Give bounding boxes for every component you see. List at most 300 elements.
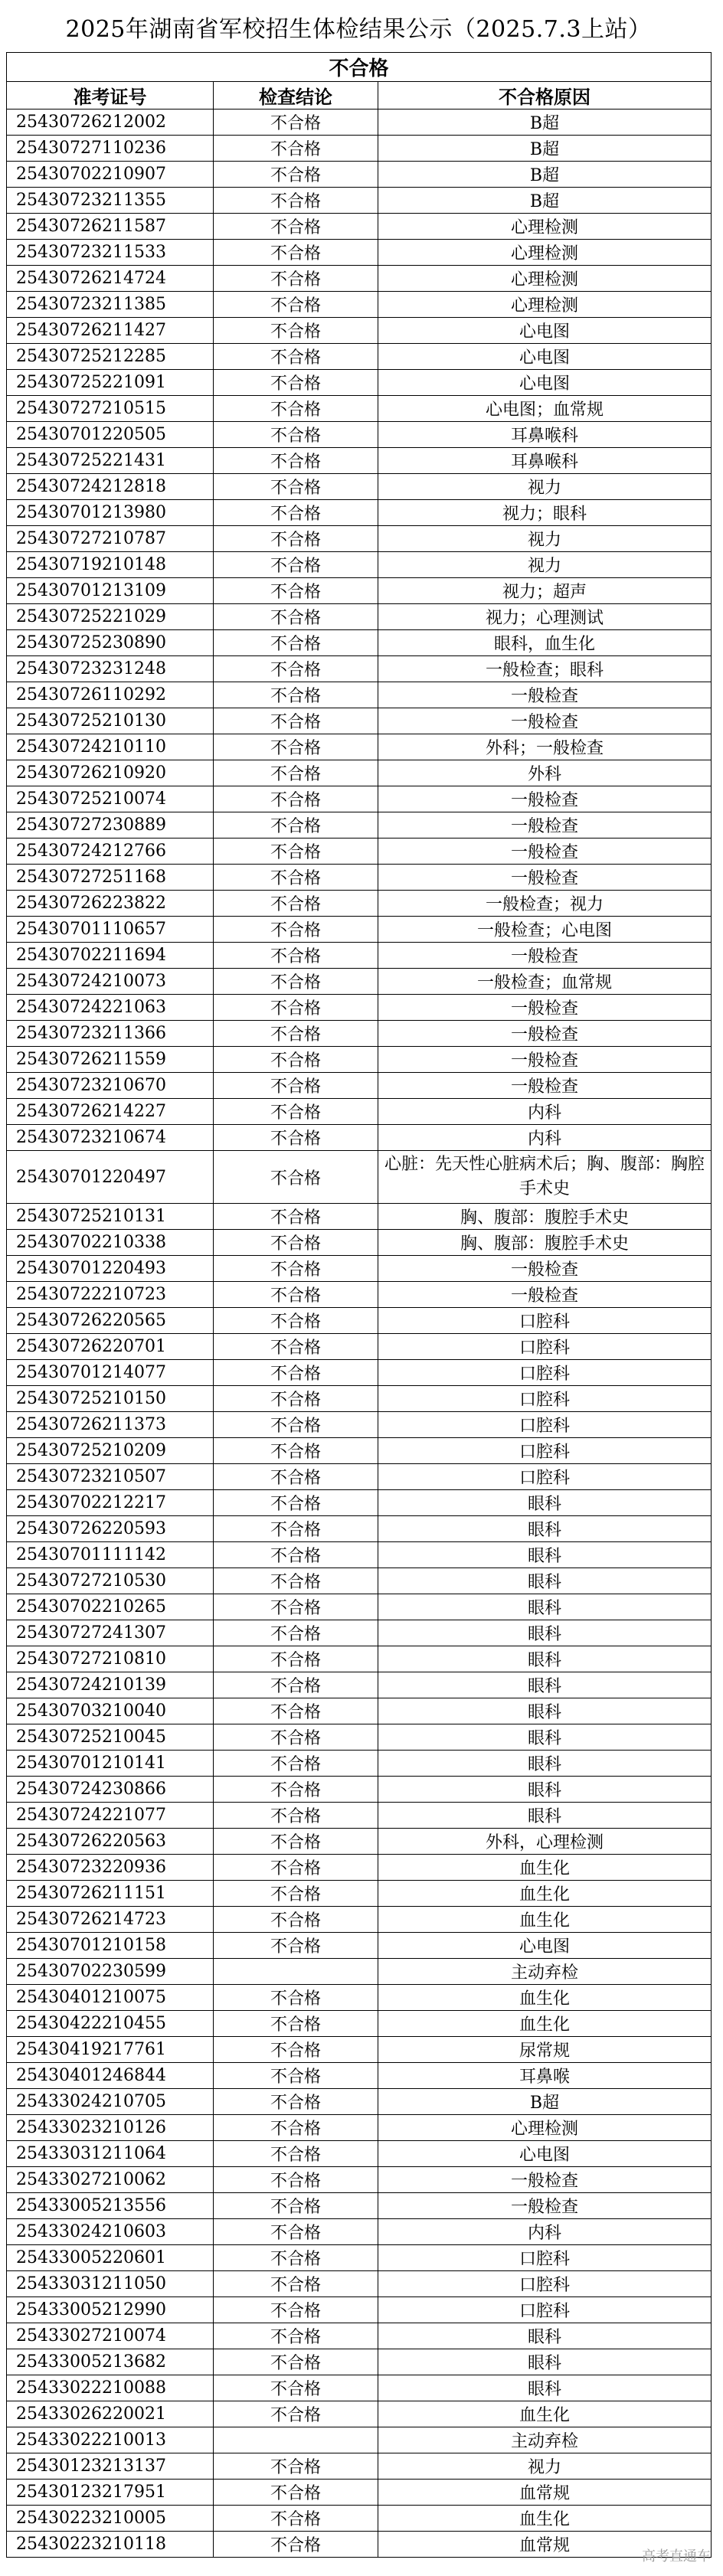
table-row: [7, 1464, 712, 1490]
cell-result: 不合格: [214, 2115, 378, 2141]
cell-exam-id: 25430725221091: [7, 370, 214, 396]
cell-result: 不合格: [214, 2089, 378, 2115]
cell-reason: 心电图；血常规: [378, 396, 712, 422]
cell-reason: 一般检查: [378, 812, 712, 839]
cell-reason: 一般检查: [378, 839, 712, 865]
cell-result: 不合格: [214, 969, 378, 995]
table-row: [7, 1230, 712, 1256]
cell-result: 不合格: [214, 2011, 378, 2037]
cell-exam-id: 25430726220593: [7, 1516, 214, 1542]
table-row: [7, 1620, 712, 1646]
cell-reason: B超: [378, 136, 712, 162]
cell-reason: 胸、腹部：腹腔手术史: [378, 1230, 712, 1256]
cell-result: 不合格: [214, 526, 378, 552]
cell-reason: 一般检查；血常规: [378, 969, 712, 995]
cell-reason: 眼科: [378, 1724, 712, 1751]
cell-reason: 口腔科: [378, 1412, 712, 1438]
cell-exam-id: 25430727110236: [7, 136, 214, 162]
cell-exam-id: 25430727210530: [7, 1568, 214, 1594]
table-row: [7, 2037, 712, 2063]
cell-reason: 视力: [378, 552, 712, 578]
table-row: [7, 1490, 712, 1516]
table-row: [7, 240, 712, 266]
cell-result: 不合格: [214, 734, 378, 760]
cell-reason: 血生化: [378, 2011, 712, 2037]
cell-reason: 血生化: [378, 1985, 712, 2011]
cell-reason: 一般检查: [378, 786, 712, 812]
cell-exam-id: 25430724210073: [7, 969, 214, 995]
cell-exam-id: 25433023210126: [7, 2115, 214, 2141]
table-row: [7, 1751, 712, 1777]
cell-result: 不合格: [214, 370, 378, 396]
cell-result: 不合格: [214, 474, 378, 500]
cell-result: 不合格: [214, 448, 378, 474]
cell-reason: 口腔科: [378, 1386, 712, 1412]
cell-result: 不合格: [214, 552, 378, 578]
cell-result: 不合格: [214, 1620, 378, 1646]
cell-result: 不合格: [214, 2167, 378, 2193]
table-row: [7, 474, 712, 500]
cell-result: 不合格: [214, 1907, 378, 1933]
cell-result: 不合格: [214, 2063, 378, 2089]
cell-result: 不合格: [214, 136, 378, 162]
cell-result: 不合格: [214, 943, 378, 969]
cell-exam-id: 25430702210907: [7, 162, 214, 188]
cell-exam-id: 25430726211559: [7, 1047, 214, 1073]
table-row: [7, 891, 712, 917]
cell-reason: 一般检查: [378, 1047, 712, 1073]
cell-exam-id: 25430401210075: [7, 1985, 214, 2011]
cell-reason: 内科: [378, 1125, 712, 1151]
watermark: 高考直通车: [642, 2548, 711, 2565]
cell-reason: 眼科: [378, 2375, 712, 2401]
table-row: [7, 2349, 712, 2375]
cell-exam-id: 25430702210265: [7, 1594, 214, 1620]
table-row: [7, 1829, 712, 1855]
table-row: [7, 162, 712, 188]
cell-exam-id: 25430726211427: [7, 318, 214, 344]
table-row: [7, 786, 712, 812]
cell-exam-id: 25430724230866: [7, 1777, 214, 1803]
table-row: [7, 1099, 712, 1125]
cell-result: 不合格: [214, 917, 378, 943]
cell-reason: 心理检测: [378, 214, 712, 240]
table-row: [7, 1803, 712, 1829]
cell-reason: 心理检测: [378, 292, 712, 318]
cell-exam-id: 25430123217951: [7, 2480, 214, 2506]
cell-result: 不合格: [214, 1021, 378, 1047]
cell-result: 不合格: [214, 2506, 378, 2532]
cell-reason: B超: [378, 188, 712, 214]
cell-reason: 主动弃检: [378, 2427, 712, 2453]
cell-exam-id: 25433005213682: [7, 2349, 214, 2375]
table-row: [7, 552, 712, 578]
cell-exam-id: 25430701220493: [7, 1256, 214, 1282]
cell-result: 不合格: [214, 396, 378, 422]
cell-result: 不合格: [214, 2193, 378, 2219]
cell-exam-id: 25433024210705: [7, 2089, 214, 2115]
table-row: [7, 1985, 712, 2011]
cell-reason: 一般检查: [378, 865, 712, 891]
table-row: [7, 656, 712, 682]
cell-exam-id: 25430723210507: [7, 1464, 214, 1490]
cell-result: 不合格: [214, 1047, 378, 1073]
cell-exam-id: 25430726220563: [7, 1829, 214, 1855]
cell-exam-id: 25430726212002: [7, 110, 214, 136]
cell-result: 不合格: [214, 2375, 378, 2401]
cell-exam-id: 25430727210515: [7, 396, 214, 422]
table-row: [7, 2297, 712, 2323]
cell-reason: 眼科: [378, 1594, 712, 1620]
table-row: [7, 526, 712, 552]
cell-reason: 一般检查: [378, 943, 712, 969]
table-row: [7, 2375, 712, 2401]
table-row: [7, 839, 712, 865]
cell-exam-id: 25430727230889: [7, 812, 214, 839]
cell-result: 不合格: [214, 1542, 378, 1568]
table-row: [7, 370, 712, 396]
table-row: [7, 500, 712, 526]
table-row: [7, 1594, 712, 1620]
cell-exam-id: 25433024210603: [7, 2219, 214, 2245]
column-header-id: 准考证号: [7, 82, 214, 110]
cell-result: 不合格: [214, 656, 378, 682]
cell-reason: 外科，心理检测: [378, 1829, 712, 1855]
cell-result: 不合格: [214, 578, 378, 604]
cell-reason: 心理检测: [378, 2115, 712, 2141]
table-row: [7, 1516, 712, 1542]
results-table: [6, 52, 712, 2558]
cell-result: 不合格: [214, 2401, 378, 2427]
cell-reason: 外科: [378, 760, 712, 786]
table-row: [7, 110, 712, 136]
table-row: [7, 2011, 712, 2037]
table-row: [7, 943, 712, 969]
cell-reason: 眼科: [378, 1698, 712, 1724]
cell-result: 不合格: [214, 1724, 378, 1751]
cell-reason: 心电图: [378, 2141, 712, 2167]
cell-reason: 视力: [378, 474, 712, 500]
cell-exam-id: 25430726214724: [7, 266, 214, 292]
table-row: [7, 188, 712, 214]
cell-reason: 眼科: [378, 1490, 712, 1516]
cell-reason: 血常规: [378, 2480, 712, 2506]
cell-exam-id: 25430701214077: [7, 1360, 214, 1386]
cell-result: 不合格: [214, 1568, 378, 1594]
cell-exam-id: 25430419217761: [7, 2037, 214, 2063]
table-row: [7, 760, 712, 786]
cell-result: 不合格: [214, 1490, 378, 1516]
table-row: [7, 2506, 712, 2532]
cell-result: 不合格: [214, 839, 378, 865]
cell-exam-id: 25430725212285: [7, 344, 214, 370]
cell-reason: 血生化: [378, 1855, 712, 1881]
cell-result: 不合格: [214, 266, 378, 292]
cell-reason: 口腔科: [378, 2245, 712, 2271]
table-row: [7, 1724, 712, 1751]
cell-result: 不合格: [214, 2219, 378, 2245]
cell-result: 不合格: [214, 1698, 378, 1724]
cell-reason: 血生化: [378, 2401, 712, 2427]
table-row: [7, 214, 712, 240]
table-row: [7, 1438, 712, 1464]
cell-exam-id: 25430725230890: [7, 630, 214, 656]
cell-exam-id: 25430726211587: [7, 214, 214, 240]
cell-exam-id: 25430726110292: [7, 682, 214, 708]
table-row: [7, 2115, 712, 2141]
cell-result: 不合格: [214, 2480, 378, 2506]
cell-reason: 血生化: [378, 1907, 712, 1933]
cell-result: 不合格: [214, 1855, 378, 1881]
cell-exam-id: 25430724210139: [7, 1672, 214, 1698]
table-row: [7, 422, 712, 448]
cell-reason: 心电图: [378, 344, 712, 370]
cell-result: 不合格: [214, 708, 378, 734]
cell-exam-id: 25433026220021: [7, 2401, 214, 2427]
cell-reason: 血生化: [378, 1881, 712, 1907]
cell-reason: 眼科: [378, 1620, 712, 1646]
cell-exam-id: 25433005213556: [7, 2193, 214, 2219]
cell-reason: 眼科: [378, 1751, 712, 1777]
table-row: [7, 136, 712, 162]
cell-exam-id: 25430723210670: [7, 1073, 214, 1099]
table-row: [7, 1698, 712, 1724]
cell-exam-id: 25430723211366: [7, 1021, 214, 1047]
table-row: [7, 2427, 712, 2453]
cell-result: 不合格: [214, 1985, 378, 2011]
cell-reason: 眼科: [378, 1516, 712, 1542]
column-header-row: [7, 82, 712, 110]
table-row: [7, 1646, 712, 1672]
cell-reason: 心理检测: [378, 266, 712, 292]
table-row: [7, 2532, 712, 2558]
cell-result: 不合格: [214, 1230, 378, 1256]
cell-exam-id: 25430723211385: [7, 292, 214, 318]
cell-reason: 口腔科: [378, 2271, 712, 2297]
cell-result: 不合格: [214, 630, 378, 656]
cell-exam-id: 25433022210013: [7, 2427, 214, 2453]
table-row: [7, 1412, 712, 1438]
cell-result: 不合格: [214, 1672, 378, 1698]
results-sheet: [6, 8, 711, 2558]
cell-result: 不合格: [214, 1125, 378, 1151]
cell-reason: 眼科: [378, 1777, 712, 1803]
cell-result: 不合格: [214, 2297, 378, 2323]
cell-result: 不合格: [214, 891, 378, 917]
table-row: [7, 917, 712, 943]
page-title: 2025年湖南省军校招生体检结果公示（2025.7.3上站）: [65, 16, 652, 43]
cell-reason: 耳鼻喉: [378, 2063, 712, 2089]
table-row: [7, 682, 712, 708]
cell-exam-id: 25430724221063: [7, 995, 214, 1021]
table-row: [7, 1021, 712, 1047]
section-header-row: [7, 53, 712, 82]
table-row: [7, 1672, 712, 1698]
table-row: [7, 1282, 712, 1308]
cell-result: 不合格: [214, 1204, 378, 1230]
cell-reason: 视力；心理测试: [378, 604, 712, 630]
table-row: [7, 2193, 712, 2219]
table-row: [7, 812, 712, 839]
cell-reason: 一般检查: [378, 1073, 712, 1099]
cell-reason: 一般检查: [378, 682, 712, 708]
cell-reason: 心脏：先天性心脏病术后；胸、腹部：胸腔手术史: [378, 1151, 712, 1204]
table-body: [7, 110, 712, 2558]
cell-reason: 视力: [378, 526, 712, 552]
cell-reason: 内科: [378, 1099, 712, 1125]
table-row: [7, 578, 712, 604]
cell-exam-id: 25430701213109: [7, 578, 214, 604]
cell-exam-id: 25430722210723: [7, 1282, 214, 1308]
cell-reason: 口腔科: [378, 2297, 712, 2323]
cell-result: 不合格: [214, 2349, 378, 2375]
cell-reason: 心电图: [378, 1933, 712, 1959]
table-row: [7, 396, 712, 422]
cell-result: 不合格: [214, 162, 378, 188]
cell-exam-id: 25433027210062: [7, 2167, 214, 2193]
cell-exam-id: 25433027210074: [7, 2323, 214, 2349]
cell-result: 不合格: [214, 1308, 378, 1334]
cell-exam-id: 25430723220936: [7, 1855, 214, 1881]
cell-reason: B超: [378, 2089, 712, 2115]
cell-reason: 心电图: [378, 370, 712, 396]
table-row: [7, 865, 712, 891]
cell-exam-id: 25430701210141: [7, 1751, 214, 1777]
table-row: [7, 734, 712, 760]
cell-exam-id: 25430725210150: [7, 1386, 214, 1412]
cell-result: 不合格: [214, 604, 378, 630]
cell-result: 不合格: [214, 1412, 378, 1438]
table-row: [7, 1933, 712, 1959]
cell-result: 不合格: [214, 1777, 378, 1803]
cell-result: 不合格: [214, 1646, 378, 1672]
cell-result: 不合格: [214, 2532, 378, 2558]
cell-reason: 口腔科: [378, 1308, 712, 1334]
column-header-result: 检查结论: [214, 82, 378, 110]
cell-reason: 主动弃检: [378, 1959, 712, 1985]
table-row: [7, 2401, 712, 2427]
table-row: [7, 1881, 712, 1907]
cell-result: 不合格: [214, 1282, 378, 1308]
cell-exam-id: 25430723210674: [7, 1125, 214, 1151]
table-row: [7, 1334, 712, 1360]
cell-result: 不合格: [214, 1933, 378, 1959]
cell-reason: 眼科，血生化: [378, 630, 712, 656]
cell-result: 不合格: [214, 1803, 378, 1829]
cell-exam-id: 25430723211355: [7, 188, 214, 214]
cell-exam-id: 25430726210920: [7, 760, 214, 786]
cell-result: 不合格: [214, 240, 378, 266]
cell-reason: B超: [378, 162, 712, 188]
cell-exam-id: 25430724212818: [7, 474, 214, 500]
cell-exam-id: 25430422210455: [7, 2011, 214, 2037]
cell-result: 不合格: [214, 1151, 378, 1204]
cell-result: 不合格: [214, 2037, 378, 2063]
cell-reason: 血常规: [378, 2532, 712, 2558]
cell-exam-id: 25433031211064: [7, 2141, 214, 2167]
cell-exam-id: 25430725221029: [7, 604, 214, 630]
table-row: [7, 2480, 712, 2506]
table-row: [7, 2167, 712, 2193]
cell-reason: 一般检查；心电图: [378, 917, 712, 943]
table-row: [7, 1959, 712, 1985]
cell-reason: 外科；一般检查: [378, 734, 712, 760]
table-row: [7, 2245, 712, 2271]
table-row: [7, 292, 712, 318]
table-row: [7, 1542, 712, 1568]
cell-exam-id: 25430726211373: [7, 1412, 214, 1438]
table-row: [7, 630, 712, 656]
cell-reason: 口腔科: [378, 1334, 712, 1360]
table-row: [7, 1204, 712, 1230]
cell-exam-id: 25430701220505: [7, 422, 214, 448]
table-row: [7, 1047, 712, 1073]
cell-result: 不合格: [214, 865, 378, 891]
cell-result: 不合格: [214, 188, 378, 214]
cell-result: 不合格: [214, 422, 378, 448]
table-row: [7, 448, 712, 474]
cell-exam-id: 25430725210130: [7, 708, 214, 734]
cell-result: 不合格: [214, 2453, 378, 2480]
cell-reason: 一般检查: [378, 1021, 712, 1047]
cell-reason: 尿常规: [378, 2037, 712, 2063]
cell-reason: 视力: [378, 2453, 712, 2480]
table-row: [7, 1568, 712, 1594]
cell-reason: 心理检测: [378, 240, 712, 266]
cell-reason: 心电图: [378, 318, 712, 344]
cell-result: 不合格: [214, 1516, 378, 1542]
cell-reason: 口腔科: [378, 1438, 712, 1464]
cell-reason: 一般检查: [378, 2193, 712, 2219]
table-row: [7, 1308, 712, 1334]
table-row: [7, 708, 712, 734]
cell-result: 不合格: [214, 1594, 378, 1620]
cell-result: 不合格: [214, 2271, 378, 2297]
cell-result: 不合格: [214, 995, 378, 1021]
cell-reason: 内科: [378, 2219, 712, 2245]
cell-exam-id: 25430401246844: [7, 2063, 214, 2089]
cell-result: 不合格: [214, 2323, 378, 2349]
column-header-reason: 不合格原因: [378, 82, 712, 110]
cell-result: 不合格: [214, 1829, 378, 1855]
cell-result: 不合格: [214, 1334, 378, 1360]
cell-result: 不合格: [214, 760, 378, 786]
cell-exam-id: 25430727210810: [7, 1646, 214, 1672]
cell-exam-id: 25430701111142: [7, 1542, 214, 1568]
cell-exam-id: 25430727241307: [7, 1620, 214, 1646]
table-row: [7, 2271, 712, 2297]
cell-reason: 一般检查: [378, 995, 712, 1021]
table-row: [7, 344, 712, 370]
cell-exam-id: 25430725210131: [7, 1204, 214, 1230]
cell-exam-id: 25430724210110: [7, 734, 214, 760]
table-row: [7, 1360, 712, 1386]
cell-exam-id: 25430726220565: [7, 1308, 214, 1334]
cell-exam-id: 25430702211694: [7, 943, 214, 969]
cell-reason: 一般检查: [378, 2167, 712, 2193]
cell-exam-id: 25430719210148: [7, 552, 214, 578]
cell-result: 不合格: [214, 1073, 378, 1099]
cell-exam-id: 25433005220601: [7, 2245, 214, 2271]
cell-result: 不合格: [214, 500, 378, 526]
cell-exam-id: 25430727251168: [7, 865, 214, 891]
cell-result: 不合格: [214, 2245, 378, 2271]
cell-exam-id: 25430701220497: [7, 1151, 214, 1204]
cell-exam-id: 25430702212217: [7, 1490, 214, 1516]
table-row: [7, 2141, 712, 2167]
cell-reason: 耳鼻喉科: [378, 422, 712, 448]
cell-exam-id: 25430223210005: [7, 2506, 214, 2532]
